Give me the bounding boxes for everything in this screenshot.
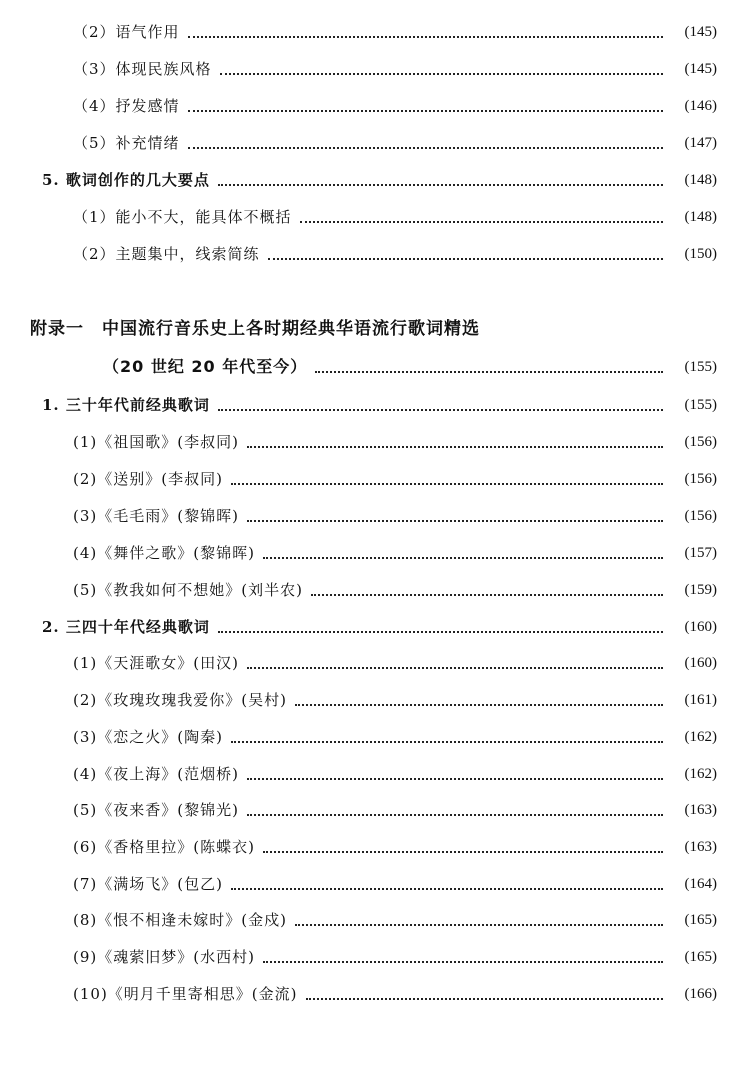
toc-page-number: (145)	[684, 61, 717, 77]
toc-entry	[0, 503, 755, 529]
toc-entry	[0, 834, 755, 860]
toc-entry	[0, 429, 755, 455]
toc-entry	[0, 797, 755, 823]
toc-entry-title: (4)《舞伴之歌》(黎锦晖)	[73, 540, 261, 566]
toc-entry	[0, 761, 755, 787]
dot-leader	[188, 110, 663, 112]
toc-entry-title: (2)《玫瑰玫瑰我爱你》(吴村)	[73, 687, 293, 713]
toc-entry	[0, 650, 755, 676]
toc-section-title: 2. 三四十年代经典歌词	[42, 614, 216, 640]
toc-entry-title: (2)《送别》(李叔同)	[73, 466, 229, 492]
toc-page-number: (165)	[684, 949, 717, 965]
toc-entry-title: （5）补充情绪	[73, 130, 186, 156]
dot-leader	[231, 483, 663, 485]
toc-entry	[0, 944, 755, 970]
appendix-subtitle-row	[0, 354, 755, 380]
toc-entry-title: (3)《毛毛雨》(黎锦晖)	[73, 503, 245, 529]
dot-leader	[218, 184, 663, 186]
toc-entry	[0, 466, 755, 492]
dot-leader	[220, 73, 663, 75]
toc-page-number: (148)	[684, 172, 717, 188]
appendix-title: 附录一 中国流行音乐史上各时期经典华语流行歌词精选	[30, 319, 480, 339]
dot-leader	[268, 258, 663, 260]
toc-page-number: (163)	[684, 802, 717, 818]
dot-leader	[311, 594, 663, 596]
toc-entry-title: (10)《明月千里寄相思》(金流)	[73, 981, 304, 1007]
toc-page-number: (160)	[684, 655, 717, 671]
toc-entry	[0, 724, 755, 750]
toc-section-title: 1. 三十年代前经典歌词	[42, 392, 216, 418]
dot-leader	[315, 371, 663, 373]
toc-entry	[0, 93, 755, 119]
toc-entry	[0, 204, 755, 230]
toc-page-number: (164)	[684, 876, 717, 892]
dot-leader	[188, 36, 663, 38]
dot-leader	[231, 888, 663, 890]
dot-leader	[300, 221, 663, 223]
toc-page-number: (156)	[684, 471, 717, 487]
toc-entry	[0, 241, 755, 267]
toc-entry-title: （3）体现民族风格	[73, 56, 218, 82]
dot-leader	[247, 446, 663, 448]
toc-entry-title: (5)《夜来香》(黎锦光)	[73, 797, 245, 823]
toc-page-number: (166)	[684, 986, 717, 1002]
toc-entry-title: （4）抒发感情	[73, 93, 186, 119]
toc-entry-title: (5)《教我如何不想她》(刘半农)	[73, 577, 309, 603]
dot-leader	[263, 961, 663, 963]
toc-page-number: (161)	[684, 692, 717, 708]
toc-page-number: (155)	[684, 397, 717, 413]
toc-entry	[0, 981, 755, 1007]
dot-leader	[188, 147, 663, 149]
dot-leader	[218, 409, 663, 411]
toc-entry-title: (7)《满场飞》(包乙)	[73, 871, 229, 897]
toc-page-number: (165)	[684, 912, 717, 928]
toc-entry-title: （2）语气作用	[73, 19, 186, 45]
dot-leader	[247, 520, 663, 522]
dot-leader	[218, 631, 663, 633]
appendix-subtitle: （20 世纪 20 年代至今）	[103, 354, 313, 380]
toc-entry-title: (9)《魂萦旧梦》(水西村)	[73, 944, 261, 970]
toc-entry-title: (8)《恨不相逢未嫁时》(金戍)	[73, 907, 293, 933]
toc-entry-title: (3)《恋之火》(陶秦)	[73, 724, 229, 750]
dot-leader	[247, 778, 663, 780]
toc-page-number: (159)	[684, 582, 717, 598]
toc-page-number: (147)	[684, 135, 717, 151]
dot-leader	[306, 998, 663, 1000]
toc-entry-title: (1)《天涯歌女》(田汉)	[73, 650, 245, 676]
toc-entry-title: （1）能小不大，能具体不概括	[73, 204, 298, 230]
dot-leader	[263, 557, 663, 559]
toc-entry-title: （2）主题集中，线索简练	[73, 241, 266, 267]
toc-page-number: (162)	[684, 766, 717, 782]
toc-entry	[0, 687, 755, 713]
toc-entry-title: (4)《夜上海》(范烟桥)	[73, 761, 245, 787]
toc-entry	[0, 19, 755, 45]
dot-leader	[247, 667, 663, 669]
toc-page-number: (156)	[684, 508, 717, 524]
toc-entry	[0, 540, 755, 566]
dot-leader	[231, 741, 663, 743]
toc-page-number: (148)	[684, 209, 717, 225]
dot-leader	[263, 851, 663, 853]
toc-entry	[0, 56, 755, 82]
toc-entry	[0, 907, 755, 933]
toc-entry	[0, 577, 755, 603]
toc-section	[0, 167, 755, 193]
toc-entry	[0, 871, 755, 897]
toc-entry	[0, 130, 755, 156]
toc-page-number: (157)	[684, 545, 717, 561]
toc-page-number: (145)	[684, 24, 717, 40]
toc-entry-title: (1)《祖国歌》(李叔同)	[73, 429, 245, 455]
toc-entry-title: (6)《香格里拉》(陈蝶衣)	[73, 834, 261, 860]
toc-page-number: (162)	[684, 729, 717, 745]
toc-section-title: 5. 歌词创作的几大要点	[42, 167, 216, 193]
toc-page-number: (155)	[684, 359, 717, 375]
toc-page-number: (146)	[684, 98, 717, 114]
toc-section	[0, 614, 755, 640]
dot-leader	[295, 924, 663, 926]
toc-page-number: (150)	[684, 246, 717, 262]
toc-page-number: (163)	[684, 839, 717, 855]
dot-leader	[295, 704, 663, 706]
toc-page-number: (160)	[684, 619, 717, 635]
toc-section	[0, 392, 755, 418]
toc-page-number: (156)	[684, 434, 717, 450]
dot-leader	[247, 814, 663, 816]
